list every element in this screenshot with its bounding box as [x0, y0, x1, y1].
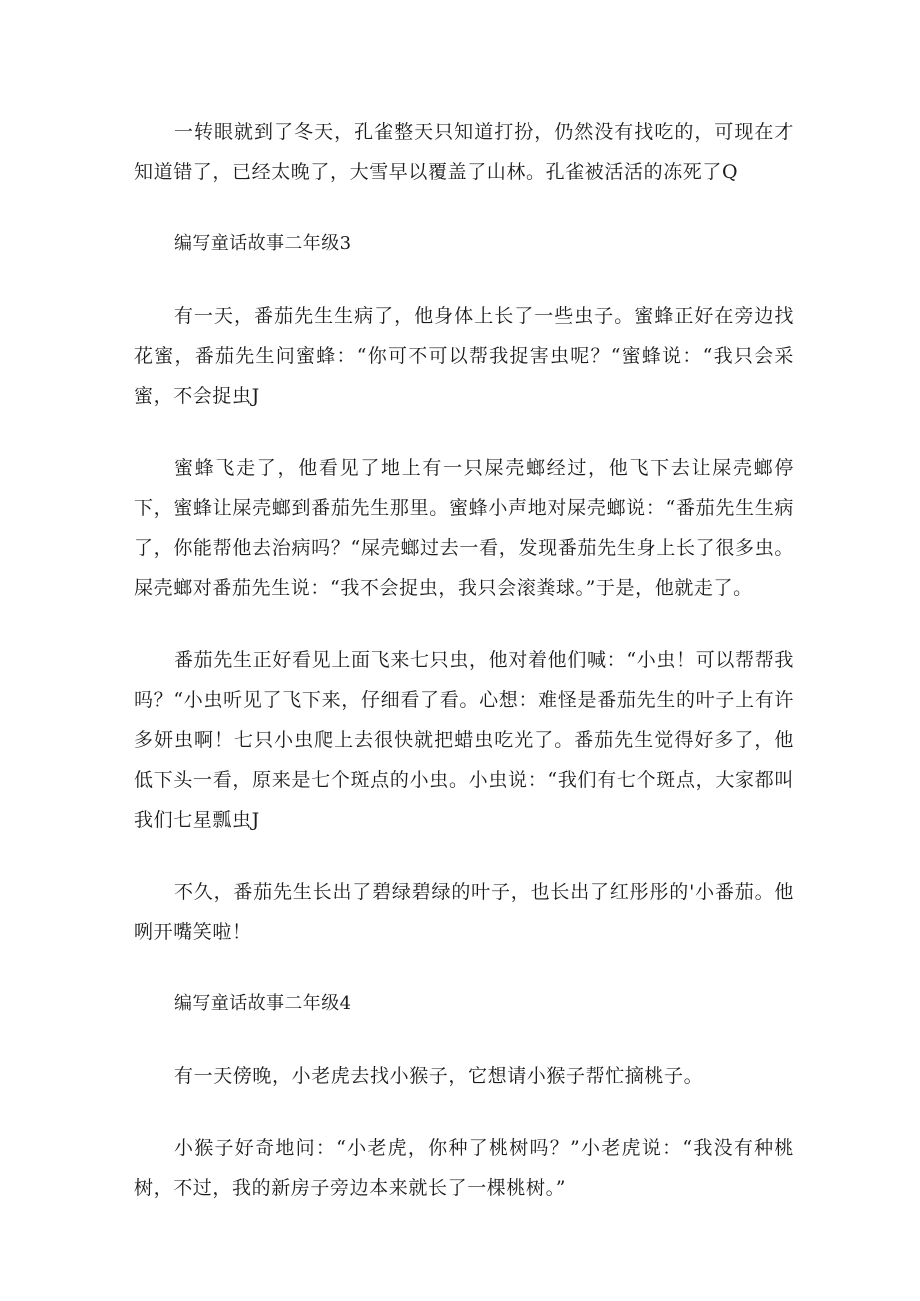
paragraph-gap [134, 1024, 794, 1056]
paragraph-peacock-ending: 一转眼就到了冬天，孔雀整天只知道打扮，仍然没有找吃的，可现在才知道错了，已经太晚了，大雪早以覆盖了山林。孔雀被活活的冻死了Q [134, 121, 794, 183]
paragraph-gap [134, 952, 794, 984]
paragraph-gap [134, 608, 794, 640]
paragraph-tomato-recovers: 不久，番茄先生长出了碧绿碧绿的叶子，也长出了红彤彤的'小番茄。他咧开嘴笑啦！ [134, 881, 794, 943]
paragraph-monkey-asks: 小猴子好奇地问：“小老虎，你种了桃树吗？”小老虎说：“我没有种桃树，不过，我的新房子旁边本来就长了一棵桃树。” [134, 1137, 794, 1199]
paragraph-gap [134, 264, 794, 296]
paragraph-tiger-visits: 有一天傍晚，小老虎去找小猴子，它想请小猴子帮忙摘桃子。 [174, 1065, 704, 1087]
paragraph-gap [134, 192, 794, 224]
paragraph-dung-beetle: 蜜蜂飞走了，他看见了地上有一只屎壳螂经过，他飞下去让屎壳螂停下，蜜蜂让屎壳螂到番茄先生那里。蜜蜂小声地对屎壳螂说：“番茄先生生病了，你能帮他去治病吗？“屎壳螂过去一看，发现番茄先生身上长了很多虫。屎壳螂对番茄先生说：“我不会捉虫，我只会滚粪球。”于是，他就走了。 [134, 457, 794, 599]
paragraph-gap [134, 416, 794, 448]
paragraph-tomato-sick: 有一天，番茄先生生病了，他身体上长了一些虫子。蜜蜂正好在旁边找花蜜，番茄先生问蜜蜂：“你可不可以帮我捉害虫呢？“蜜蜂说：“我只会采蜜，不会捉虫J [134, 305, 794, 407]
paragraph-ladybugs: 番茄先生正好看见上面飞来七只虫，他对着他们喊：“小虫！可以帮帮我吗？“小虫听见了飞下来，仔细看了看。心想：难怪是番茄先生的叶子上有许多妍虫啊！七只小虫爬上去很快就把蜡虫吃光了。番茄先生觉得好多了，他低下头一看，原来是七个斑点的小虫。小虫说：“我们有七个斑点，大家都叫我们七星瓢虫J [134, 649, 794, 831]
paragraph-gap [134, 840, 794, 872]
section-heading-3: 编写童话故事二年级3 [174, 233, 352, 254]
paragraph-gap [134, 1096, 794, 1128]
document-body [134, 112, 794, 1208]
section-heading-4: 编写童话故事二年级4 [174, 993, 352, 1014]
